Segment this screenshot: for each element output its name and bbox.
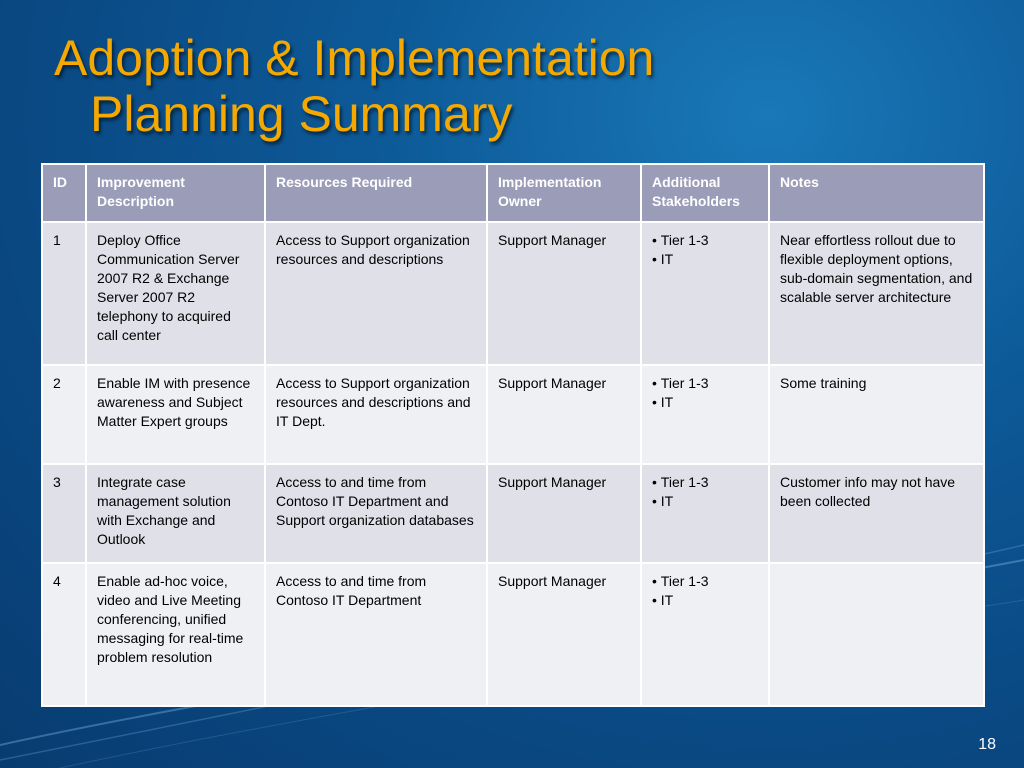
table-row — [42, 222, 984, 365]
cell-resources: Access to Support organization resources and descriptions and IT Dept. — [265, 365, 487, 464]
cell-stakeholders — [641, 222, 769, 365]
cell-description: Deploy Office Communication Server 2007 R2 & Exchange Server 2007 R2 telephony to acquired call center — [86, 222, 265, 365]
cell-resources: Access to and time from Contoso IT Department and Support organization databases — [265, 464, 487, 563]
header-implementation-owner: Implementation Owner — [487, 164, 641, 222]
cell-description: Enable ad-hoc voice, video and Live Meeting conferencing, unified messaging for real-time problem resolution — [86, 563, 265, 706]
title-line-2: Planning Summary — [90, 86, 513, 142]
stakeholder-item: • IT — [652, 393, 759, 412]
cell-stakeholders — [641, 563, 769, 706]
header-notes: Notes — [769, 164, 984, 222]
stakeholder-list — [652, 572, 759, 610]
cell-stakeholders — [641, 464, 769, 563]
stakeholder-list — [652, 473, 759, 511]
cell-id: 3 — [42, 464, 86, 563]
header-additional-stakeholders: Additional Stakeholders — [641, 164, 769, 222]
table-row — [42, 365, 984, 464]
table-row — [42, 464, 984, 563]
table-header-row — [42, 164, 984, 222]
cell-owner: Support Manager — [487, 222, 641, 365]
cell-notes — [769, 563, 984, 706]
summary-table-container — [41, 163, 983, 707]
stakeholder-item: • IT — [652, 591, 759, 610]
cell-notes: Some training — [769, 365, 984, 464]
planning-summary-table — [41, 163, 985, 707]
cell-notes: Near effortless rollout due to flexible deployment options, sub-domain segmentation, and scalable server architecture — [769, 222, 984, 365]
cell-description: Integrate case management solution with Exchange and Outlook — [86, 464, 265, 563]
stakeholder-list — [652, 374, 759, 412]
stakeholder-item: • IT — [652, 250, 759, 269]
stakeholder-item: • Tier 1-3 — [652, 231, 759, 250]
cell-owner: Support Manager — [487, 563, 641, 706]
header-resources-required: Resources Required — [265, 164, 487, 222]
header-improvement-description: Improvement Description — [86, 164, 265, 222]
cell-stakeholders — [641, 365, 769, 464]
cell-owner: Support Manager — [487, 464, 641, 563]
slide-number: 18 — [978, 736, 996, 753]
header-id: ID — [42, 164, 86, 222]
cell-id: 2 — [42, 365, 86, 464]
stakeholder-list — [652, 231, 759, 269]
table-row — [42, 563, 984, 706]
stakeholder-item: • Tier 1-3 — [652, 473, 759, 492]
cell-owner: Support Manager — [487, 365, 641, 464]
cell-id: 4 — [42, 563, 86, 706]
cell-notes: Customer info may not have been collected — [769, 464, 984, 563]
cell-id: 1 — [42, 222, 86, 365]
title-line-1: Adoption & Implementation — [54, 30, 655, 86]
stakeholder-item: • Tier 1-3 — [652, 572, 759, 591]
cell-resources: Access to and time from Contoso IT Department — [265, 563, 487, 706]
cell-resources: Access to Support organization resources and descriptions — [265, 222, 487, 365]
cell-description: Enable IM with presence awareness and Subject Matter Expert groups — [86, 365, 265, 464]
stakeholder-item: • IT — [652, 492, 759, 511]
slide-title — [54, 30, 954, 142]
stakeholder-item: • Tier 1-3 — [652, 374, 759, 393]
